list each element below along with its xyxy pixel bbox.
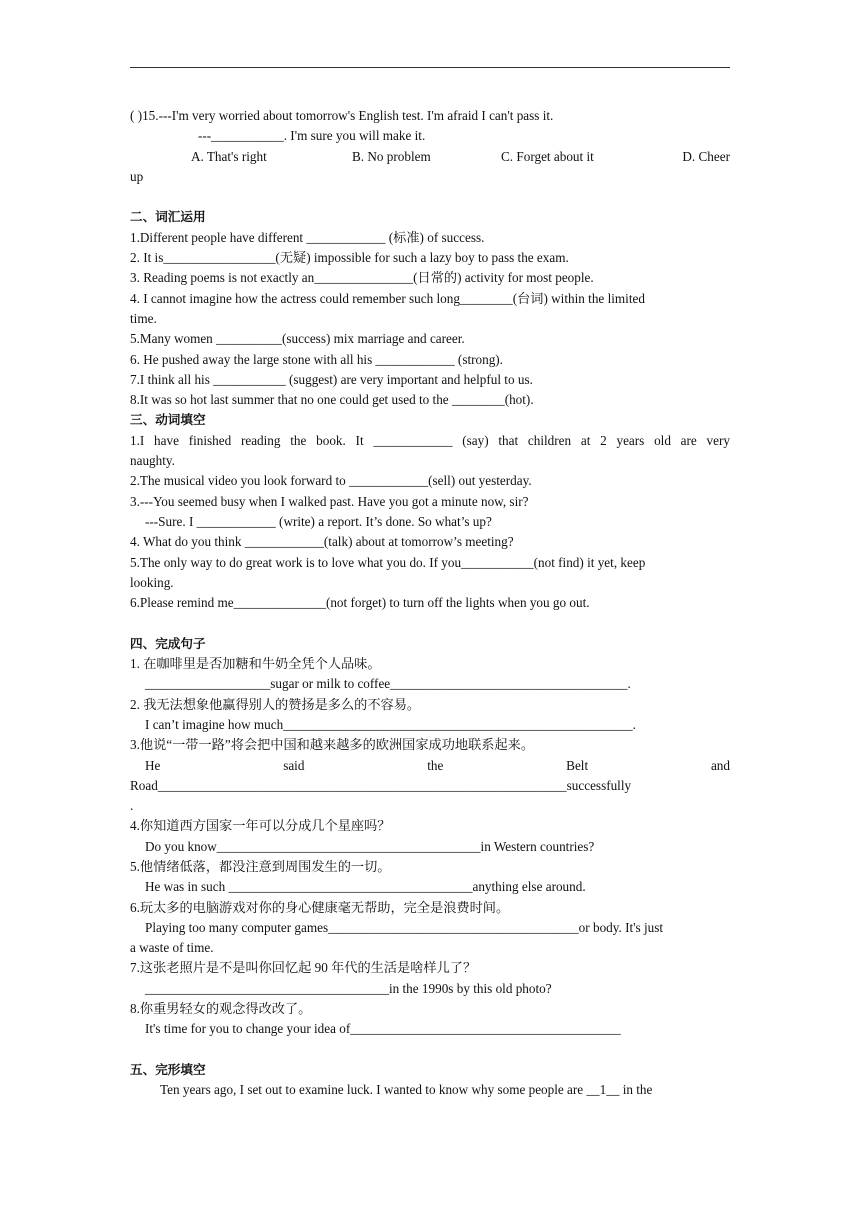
word: 2 <box>600 432 607 448</box>
sentence-en-6: Playing too many computer games______________________________________or body. It's just <box>145 919 663 935</box>
section-heading-sentences: 四、完成句子 <box>130 635 206 651</box>
sentence-cn-3: 3.他说“一带一路”将会把中国和越来越多的欧洲国家成功地联系起来。 <box>130 737 535 753</box>
verb-item-1-wrap: naughty. <box>130 453 175 469</box>
cloze-paragraph: Ten years ago, I set out to examine luck. I wanted to know why some people are __1__ in the <box>160 1082 653 1098</box>
sentence-cn-2: 2. 我无法想象他赢得别人的赞扬是多么的不容易。 <box>130 696 421 712</box>
word: very <box>706 432 730 448</box>
verb-item-5-wrap: looking. <box>130 574 174 590</box>
option-c: C. Forget about it <box>501 148 594 164</box>
word: book. <box>316 432 346 448</box>
word: He <box>145 757 161 773</box>
word: years <box>616 432 645 448</box>
header-rule <box>130 67 730 68</box>
word: 1.I <box>130 432 145 448</box>
word: finished <box>188 432 232 448</box>
q15-options <box>130 147 730 167</box>
sentence-en-3b: Road______________________________________________________________successfully <box>130 777 632 793</box>
sentence-en-5: He was in such _____________________________________anything else around. <box>145 879 586 895</box>
sentence-en-3a <box>130 756 730 776</box>
sentence-en-8: It's time for you to change your idea of_________________________________________ <box>145 1021 621 1037</box>
q15-response: ---___________. I'm sure you will make it. <box>198 128 426 144</box>
sentence-en-7: _____________________________________in the 1990s by this old photo? <box>145 980 552 996</box>
word: (say) <box>462 432 489 448</box>
verb-item-4: 4. What do you think ____________(talk) about at tomorrow’s meeting? <box>130 534 514 550</box>
word: It <box>355 432 364 448</box>
word: old <box>654 432 671 448</box>
sentence-en-3-wrap: . <box>130 798 134 814</box>
verb-item-3-response: ---Sure. I ____________ (write) a report. It’s done. So what’s up? <box>145 513 492 529</box>
vocab-item: 7.I think all his ___________ (suggest) are very important and helpful to us. <box>130 371 533 387</box>
option-a: A. That's right <box>191 148 267 164</box>
section-heading-vocabulary: 二、词汇运用 <box>130 209 206 225</box>
word: the <box>290 432 307 448</box>
word: Belt <box>566 757 589 773</box>
sentence-en-4: Do you know________________________________________in Western countries? <box>145 838 595 854</box>
word: and <box>710 757 730 773</box>
sentence-cn-4: 4.你知道西方国家一年可以分成几个星座吗？ <box>130 818 391 834</box>
sentence-cn-1: 1. 在咖啡里是否加糖和牛奶全凭个人品味。 <box>130 656 381 672</box>
word: children <box>527 432 572 448</box>
option-d-wrap: up <box>130 168 144 184</box>
vocab-item: 5.Many women __________(success) mix marriage and career. <box>130 331 465 347</box>
verb-item-6: 6.Please remind me______________(not forget) to turn off the lights when you go out. <box>130 595 590 611</box>
word: are <box>680 432 697 448</box>
option-b: B. No problem <box>352 148 431 164</box>
answer-blank: ____________ <box>373 432 453 448</box>
sentence-cn-7: 7.这张老照片是不是叫你回忆起 90 年代的生活是啥样儿了？ <box>130 960 477 976</box>
sentence-en-2: I can’t imagine how much_____________________________________________________. <box>145 716 636 732</box>
worksheet-body <box>130 106 730 1101</box>
vocab-item: 1.Different people have different ____________ (标准) of success. <box>130 229 485 245</box>
section-heading-verbs: 三、动词填空 <box>130 412 206 428</box>
sentence-cn-8: 8.你重男轻女的观念得改改了。 <box>130 1001 312 1017</box>
word: have <box>154 432 179 448</box>
vocab-item-wrap: time. <box>130 310 157 326</box>
word: the <box>427 757 444 773</box>
sentence-en-6-wrap: a waste of time. <box>130 940 214 956</box>
sentence-cn-6: 6.玩太多的电脑游戏对你的身心健康毫无帮助，完全是浪费时间。 <box>130 899 510 915</box>
verb-item-2: 2.The musical video you look forward to ____________(sell) out yesterday. <box>130 473 532 489</box>
vocab-item: 2. It is_________________(无疑) impossible for such a lazy boy to pass the exam. <box>130 250 569 266</box>
verb-item-3: 3.---You seemed busy when I walked past. Have you got a minute now, sir? <box>130 493 529 509</box>
verb-item-5: 5.The only way to do great work is to love what you do. If you___________(not find) it yet, keep <box>130 554 646 570</box>
vocab-item: 3. Reading poems is not exactly an_______________(日常的) activity for most people. <box>130 270 594 286</box>
option-d: D. Cheer <box>682 148 730 164</box>
word: reading <box>240 432 281 448</box>
vocab-item: 8.It was so hot last summer that no one could get used to the ________(hot). <box>130 392 534 408</box>
word: that <box>498 432 519 448</box>
q15-prompt: ( )15.---I'm very worried about tomorrow's English test. I'm afraid I can't pass it. <box>130 108 554 123</box>
sentence-cn-5: 5.他情绪低落，都没注意到周围发生的一切。 <box>130 858 391 874</box>
sentence-en-1: ___________________sugar or milk to coffee____________________________________. <box>145 676 631 692</box>
vocab-item: 6. He pushed away the large stone with all his ____________ (strong). <box>130 351 503 367</box>
word: at <box>580 432 591 448</box>
vocab-item: 4. I cannot imagine how the actress could remember such long________(台词) within the limited <box>130 290 645 306</box>
verb-item-1 <box>130 431 730 451</box>
section-heading-cloze: 五、完形填空 <box>130 1061 206 1077</box>
word: said <box>283 757 305 773</box>
